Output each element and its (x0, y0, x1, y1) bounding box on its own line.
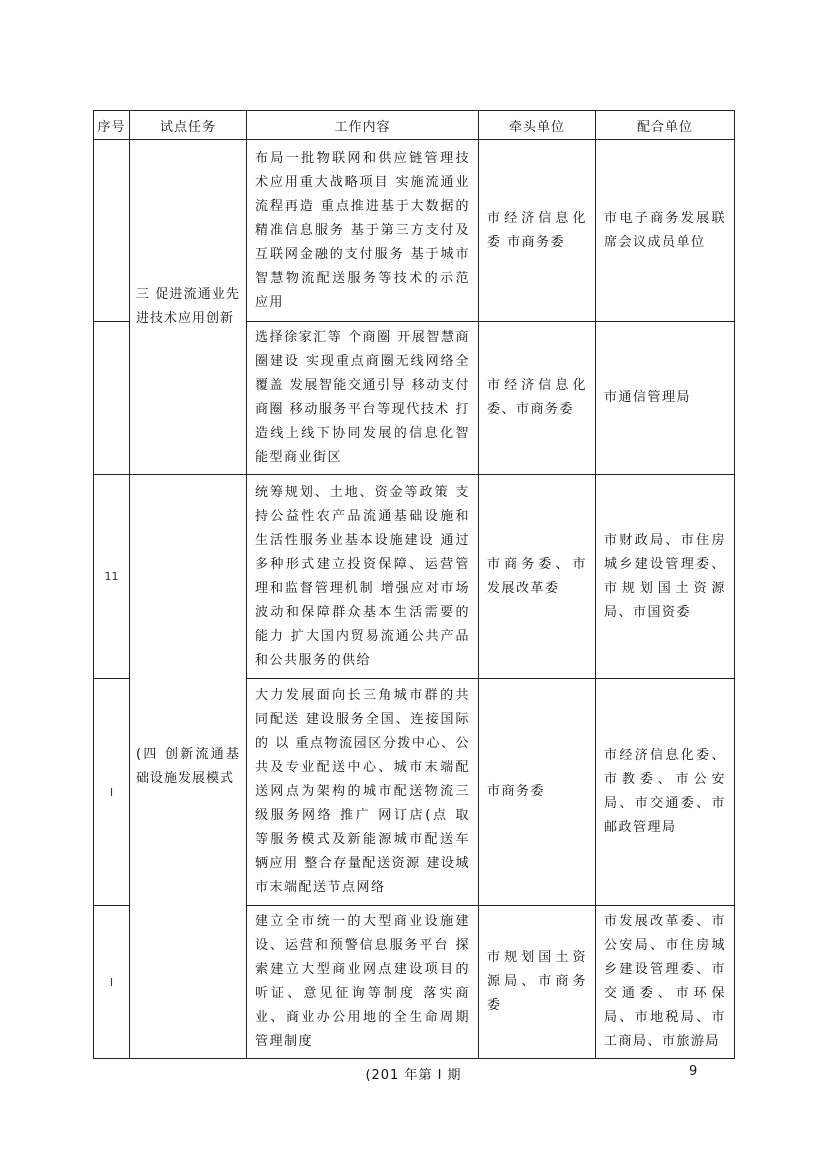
row-content-cell (247, 906, 479, 1059)
row-content-cell (247, 140, 479, 322)
table-row (94, 475, 735, 679)
row-content: 布局一批物联网和供应链管理技术应用重大战略项目 实施流通业流程再造 重点推进基于大数据的精准信息服务 基于第三方支付及互联网金融的支付服务 基于城市智慧物流配送服务等技术的示范应用 (255, 150, 470, 310)
header-content: 工作内容 (247, 111, 479, 140)
table-row (94, 140, 735, 322)
row-lead-cell (479, 140, 596, 322)
row-seq: I (94, 906, 130, 1059)
row-lead: 市经济信息化委、市商务委 (487, 378, 587, 417)
row-partners: 市通信管理局 (604, 390, 692, 405)
task-group-label: 三 促进流通业先进技术应用创新 (136, 287, 240, 326)
row-seq (94, 322, 130, 475)
pilot-task-table (93, 110, 735, 1059)
row-content-cell (247, 679, 479, 906)
header-lead: 牵头单位 (479, 111, 596, 140)
row-content: 大力发展面向长三角城市群的共同配送 建设服务全国、连接国际的 以 重点物流园区分拨中心、公共及专业配送中心、城市末端配送网点为架构的城市配送物流三级服务网络 推广 网订店(点 取 等服务模式及新能源城市配送车辆应用 整合存量配送资源 建设城市末端配送节点网络 (255, 688, 470, 895)
header-task: 试点任务 (130, 111, 247, 140)
task-group-label: (四 创新流通基础设施发展模式 (136, 746, 240, 786)
row-lead-cell (479, 906, 596, 1059)
row-lead-cell (479, 475, 596, 679)
row-partners-cell (596, 322, 735, 475)
row-content-cell (247, 475, 479, 679)
footer-issue: (201 年第 I 期 (365, 1068, 462, 1083)
row-partners-cell (596, 679, 735, 906)
row-content: 统筹规划、土地、资金等政策 支持公益性农产品流通基础设施和生活性服务业基本设施建设 通过多种形式建立投资保障、运营管理和监督管理机制 增强应对市场波动和保障群众基本生活需要的能力 扩大国内贸易流通公共产品和公共服务的供给 (255, 484, 470, 668)
row-lead: 市经济信息化委 市商务委 (487, 210, 587, 250)
row-partners-cell (596, 906, 735, 1059)
row-partners-cell (596, 475, 735, 679)
row-seq (94, 140, 130, 322)
task-group-cell (130, 140, 247, 475)
row-partners: 市经济信息化委、市教委、市公安局、市交通委、市邮政管理局 (604, 748, 726, 835)
row-lead-cell (479, 322, 596, 475)
page-number: 9 (689, 1064, 698, 1079)
row-content: 建立全市统一的大型商业设施建设、运营和预警信息服务平台 探索建立大型商业网点建设项目的听证、意见征询等制度 落实商业、商业办公用地的全生命周期管理制度 (255, 914, 470, 1049)
row-content-cell (247, 322, 479, 475)
row-seq: 11 (94, 475, 130, 679)
row-partners: 市财政局、市住房城乡建设管理委、市规划国土资源局、市国资委 (604, 532, 726, 620)
row-content: 选择徐家汇等 个商圈 开展智慧商圈建设 实现重点商圈无线网络全覆盖 发展智能交通引导 移动支付 商圈 移动服务平台等现代技术 打造线上线下协同发展的信息化智能型商业街区 (255, 330, 470, 465)
row-partners: 市电子商务发展联席会议成员单位 (604, 210, 726, 250)
row-lead-cell (479, 679, 596, 906)
row-lead: 市规划国土资源局、市商务委 (487, 950, 587, 1013)
row-lead: 市商务委、市发展改革委 (487, 556, 587, 596)
row-lead: 市商务委 (487, 784, 546, 799)
header-partners: 配合单位 (596, 111, 735, 140)
row-seq: I (94, 679, 130, 906)
row-partners-cell (596, 140, 735, 322)
header-seq: 序号 (94, 111, 130, 140)
table-header-row (94, 111, 735, 140)
task-group-cell (130, 475, 247, 1059)
row-partners: 市发展改革委、市公安局、市住房城乡建设管理委、市交通委、市环保局、市地税局、市工商局、市旅游局 (604, 914, 726, 1049)
